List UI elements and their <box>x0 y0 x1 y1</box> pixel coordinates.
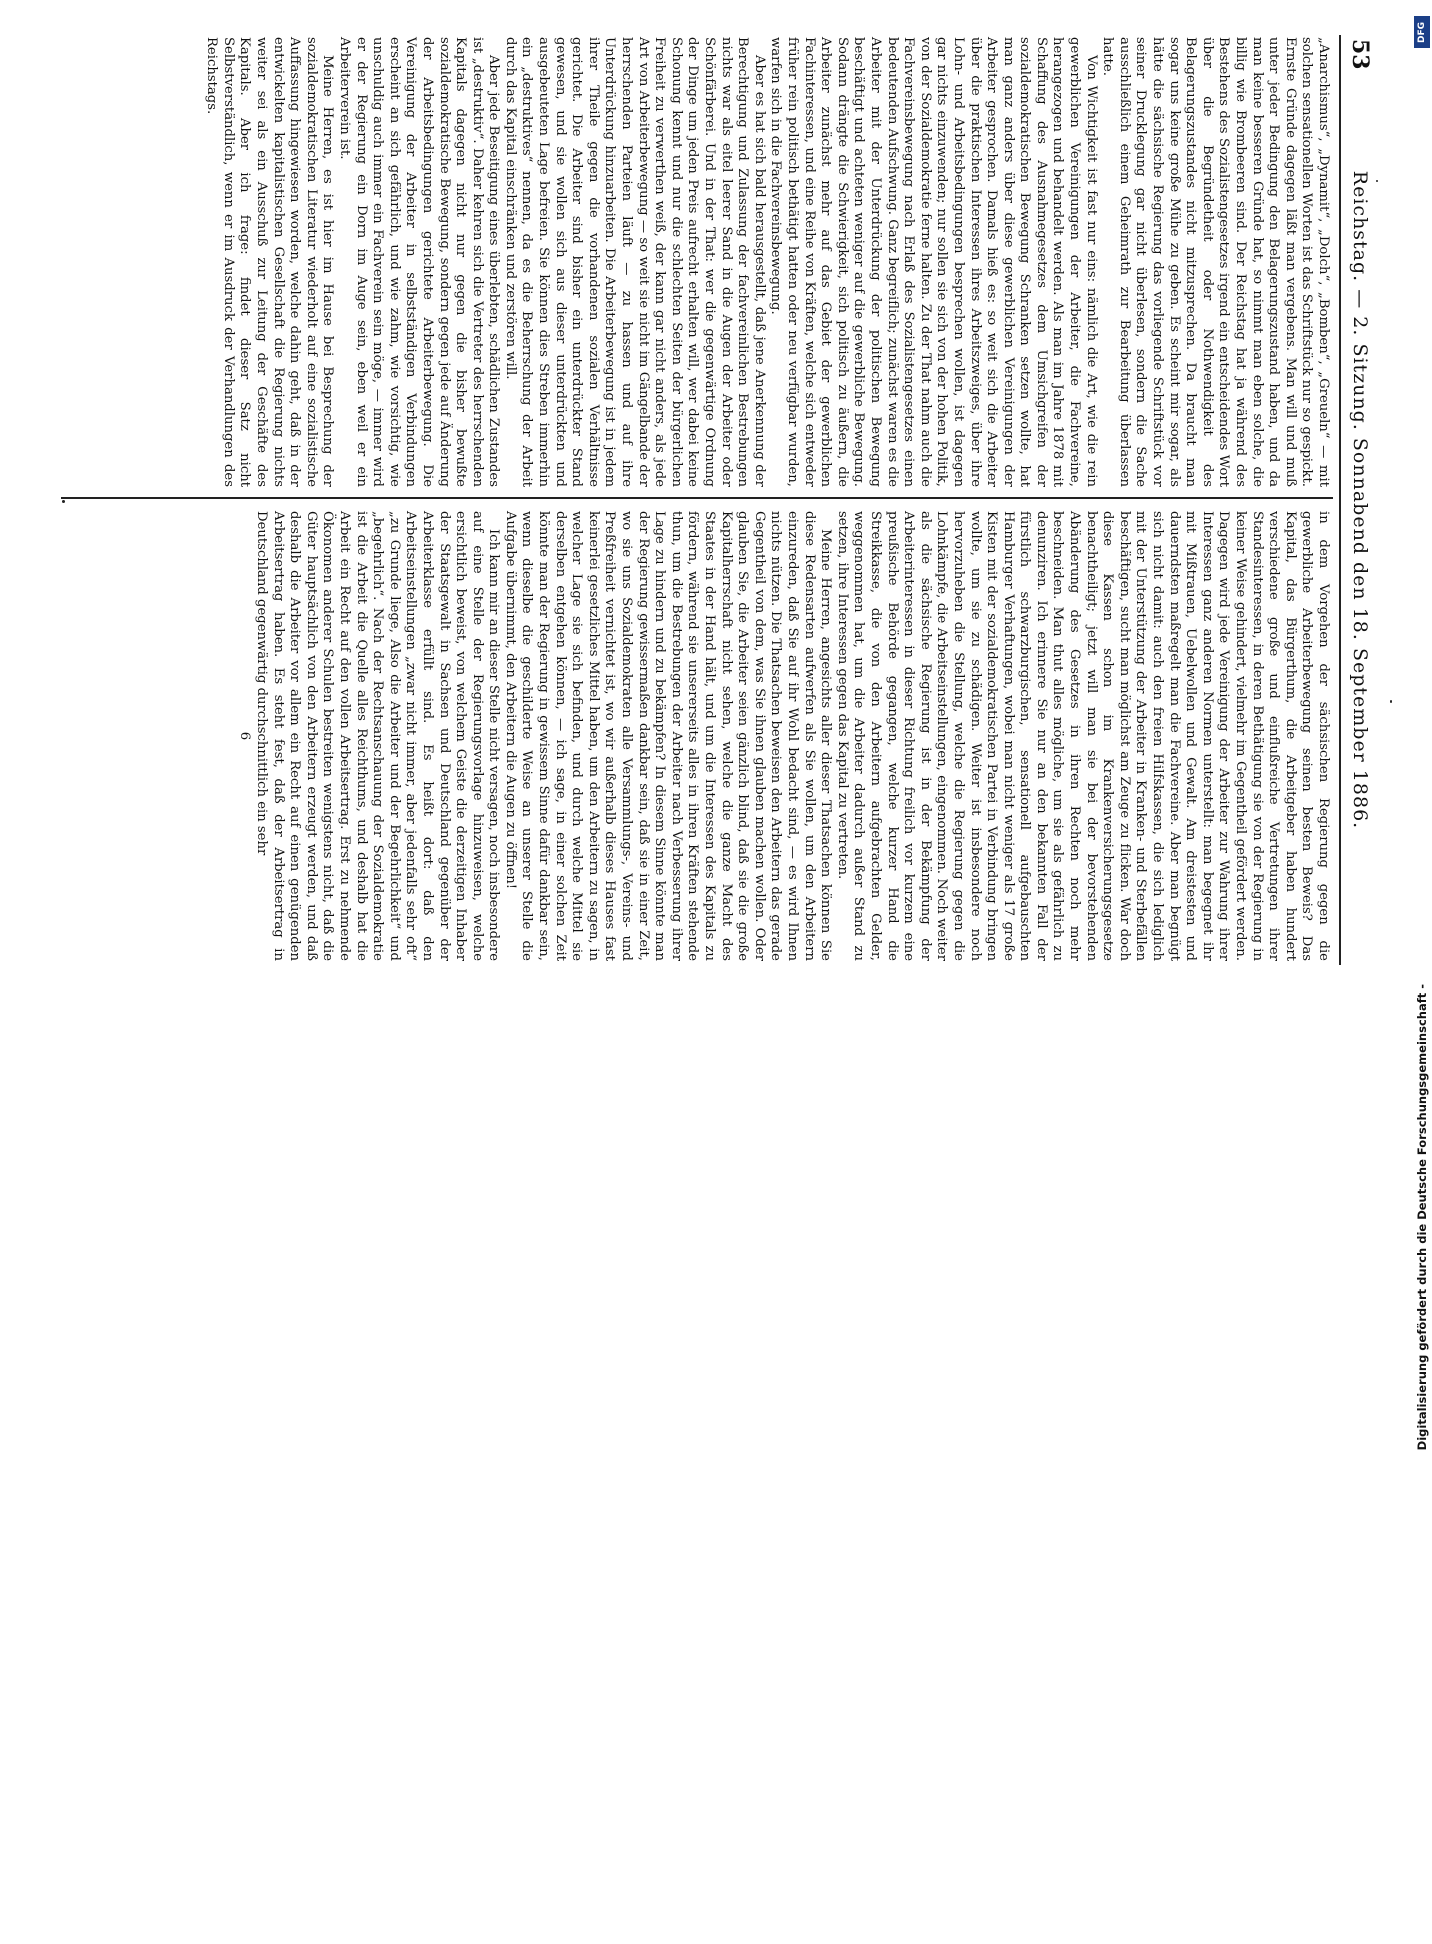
paragraph: Aber es hat sich bald herausgestellt, daß jene Anerkennung der Berechtigung und Zulassung der fachvereinlichen Bestrebungen nichts war als eitel leerer Sand in die Augen der Arbeiter oder Schönfärberei. Und in der That: wer die gegenwärtige Ordnung der Dinge um jeden Preis aufrecht erhalten will, wer dabei keine Schonung kennt und nur die schlechten Seiten der bürgerlichen Freiheit zu verwerthen weiß, der kann gar nicht anders, als jede Art von Arbeiterbewegung — so weit sie nicht im Gängelbande der herrschenden Parteien läuft — zu hassen und auf ihre Unterdrückung hinzuarbeiten. Die Arbeiterbewegung ist in jedem ihrer Theile gegen die vorhandenen sozialen Verhältnisse gerichtet. Die Arbeiter sind bisher ein unterdrückter Stand gewesen, und sie wollen sich aus dieser unterdrückten und ausgebeuteten Lage befreien. Sie können dies Streben immerhin ein „destruktives“ nennen, da es die Beherrschung der Arbeit durch das Kapital einschränken und zerstören will. <box>502 37 767 487</box>
paragraph: Meine Herren, es ist hier im Hause bei Besprechung der sozialdemokratischen Literatur wiederholt auf eine sozialistische Auffassung hingewiesen worden, welche dahin geht, daß in der entwickelten kapitalistischen Gesellschaft die Regierung nichts weiter sei als ein Ausschuß zur Leitung der Geschäfte des Kapitals. Aber ich frage: findet dieser Satz nicht Selbstverständlich, wenn er im Ausdruck der Verhandlungen des Reichstags. <box>204 37 336 487</box>
text-column-left <box>61 37 1331 487</box>
digitization-credit-strip <box>1412 16 1430 1451</box>
text-column-right <box>61 511 1331 961</box>
continuation-mark: 6 <box>237 731 253 741</box>
dfg-logo: DFG <box>1414 16 1430 48</box>
digitization-credit: Digitalisierung gefördert durch die Deutsche Forschungsgemeinschaft - <box>1415 984 1429 1451</box>
scan-speck <box>62 500 65 503</box>
scan-speck <box>1390 700 1392 703</box>
reichstag-protocol-sheet <box>51 35 1381 965</box>
column-divider <box>61 497 1333 499</box>
paragraph: Aber jede Beseitigung eines überlebten, schädlichen Zustandes ist „destruktiv“. Daher kehren sich die Vertreter des herrschenden Kapitals dagegen nicht nur gegen die bisher bewußte sozialdemokratische Bewegung, sondern gegen jede auf Änderung der Arbeitsbedingungen gerichtete Arbeiterbewegung. Die Vereinigung der Arbeiter in selbstständigen Verbindungen erscheint an sich gefährlich, und wie zahm, wie vorsichtig, wie unschuldig auch immer ein Fachverein sein möge, — immer wird er der Regierung ein Dorn im Auge sein, eben weil er ein Arbeiterverein ist. <box>336 37 502 487</box>
paragraph: Meine Herren, angesichts aller dieser Thatsachen können Sie diese Redensarten aufwerfen als Sie wollen, um den Arbeitern einzureden, daß Sie auf ihr Wohl bedacht sind, — es wird Ihnen nichts nützen. Die Thatsachen beweisen den Arbeitern das gerade Gegentheil von dem, was Sie ihnen glauben machen wollen. Oder glauben Sie, die Arbeiter seien gänzlich blind, daß sie die große Kapitalherrschaft nicht sehen, welche die ganze Macht des Staates in der Hand hält, und um die Interessen des Kapitals zu fördern, während sie unsererseits alles in ihren Kräften stehende thun, um die Bestrebungen der Arbeiter nach Verbesserung ihrer Lage zu hindern und zu bekämpfen? In diesem Sinne könnte man der Regierung gewissermaßen dankbar sein, daß sie in einer Zeit, wo sie uns Sozialdemokraten alle Versammlungs-, Vereins- und Preßfreiheit vernichtet ist, wo wir außerhalb dieses Hauses fast keinerlei gesetzliches Mittel haben, um den Arbeitern zu sagen, in welcher Lage sie sich befinden, und durch welche Mittel sie derselben entgehen können, — ich sage, in einer solchen Zeit könnte man der Regierung in gewissem Sinne dafür dankbar sein, wenn dieselbe die geschilderte Weise an unserer Stelle die Aufgabe übernimmt, den Arbeitern die Augen zu öffnen! <box>502 511 834 961</box>
page-header <box>1339 35 1381 965</box>
running-title: Reichstag. — 2. Sitzung. Sonnabend den 18. September 1886. <box>1349 170 1371 830</box>
paragraph: Von Wichtigkeit ist fast nur eins: nämlich die Art, wie die rein gewerblichen Vereinigungen der Arbeiter, die Fachvereine, herangezogen und behandelt werden. Als man im Jahre 1878 mit Schaffung des Ausnahmegesetzes dem Umsichgreifen der sozialdemokratischen Bewegung Schranken setzen wollte, hat man ganz anders über diese gewerblichen Vereinigungen der Arbeiter gesprochen. Damals hieß es: so weit sich die Arbeiter über die praktischen Interessen ihres Arbeitszweiges, über ihre Lohn- und Arbeitsbedingungen besprechen wollen, ist dagegen gar nichts einzuwenden; nur sollen sie sich von der hohen Politik, von der Sozialdemokratie ferne halten. Zu der That nahm auch die Fachvereinsbewegung nach Erlaß des Sozialistengesetzes einen bedeutenden Aufschwung. Ganz begreiflich; zunächst waren es die Arbeiter mit der Unterdrückung der politischen Bewegung beschäftigt und achteten weniger auf die gewerbliche Bewegung. Sodann drängte die Schwierigkeit, sich politisch zu äußern, die Arbeiter zunächst mehr auf das Gebiet der gewerblichen Fachinteressen, und eine Reihe von Kräften, welche sich entweder früher rein politisch bethätigt hatten oder neu verfügbar wurden, warfen sich in die Fachvereinsbewegung. <box>768 37 1099 487</box>
paragraph: „Anarchismus“, „Dynamit“, „Dolch“, „Bomben“, „Greueln“ — mit solchen sensationellen Worten ist das Schriftstück nur so gespickt. Ernste Gründe dagegen läßt man vergebens. Man will und muß unter jeder Bedingung den Belagerungszustand haben, und da man keine besseren Gründe hat, so nimmt man eben solche, die billig wie Brombeeren sind. Der Reichstag hat ja während des Bestehens des Sozialistengesetzes irgend ein entscheidendes Wort über die Begründetheit oder Nothwendigkeit des Belagerungszustandes nicht mitzusprechen. Da braucht man sogar uns keine große Mühe zu geben. Es scheint mir sogar, als hätte die sächsische Regierung das vorliegende Schriftstück vor seiner Drucklegung gar nicht überlesen, sondern die Sache ausschließlich einem Geheimrath zur Bearbeitung überlassen hatte. <box>1100 37 1331 487</box>
paragraph: in dem Vorgehen der sächsischen Regierung gegen die gewerbliche Arbeiterbewegung seinen besten Beweis? Das Kapital, das Bürgerthum, die Arbeitgeber haben hundert verschiedene große und einflußreiche Vertretungen ihrer Standesinteressen, in deren Bethätigung sie von der Regierung in keiner Weise gehindert, vielmehr im Gegentheil gefördert werden. Dagegen wird jede Vereinigung der Arbeiter zur Wahrung ihrer Interessen ganz anderen Normen unterstellt: man begegnet ihr mit Mißtrauen, Uebelwollen und Gewalt. Am dreistesten und dauerndsten maßregelt man die Fachvereine. Aber man begnügt sich nicht damit: auch den freien Hilfskassen, die sich lediglich mit der Unterstützung der Arbeiter in Kranken- und Sterbefällen beschäftigen, sucht man möglichst am Zeuge zu flicken. War doch diese Kassen schon im Krankenversicherungsgesetze benachtheiligt; jetzt will man sie bei der bevorstehenden Abänderung des Gesetzes in ihren Rechten noch mehr beschneiden. Man thut alles mögliche, um sie als gefährlich zu denunziren. Ich erinnere Sie nur an den bekannten Fall der fürstlich schwarzburgischen, sensationell aufgebauschten Hamburger Verhaftungen, wobei man nicht weniger als 17 große Kisten mit der sozialdemokratischen Partei in Verbindung bringen wollte, um sie zu schädigen. Weiter ist insbesondere noch hervorzuheben die Stellung, welche die Regierung gegen die Lohnkämpfe, die Arbeitseinstellungen, eingenommen. Noch weiter als die sächsische Regierung ist in der Bekämpfung der Arbeiterinteressen in dieser Richtung freilich vor kurzem eine preußische Behörde gegangen, welche kurzer Hand die Streikkasse, die von den Arbeitern aufgebrachten Gelder, weggenommen hat, um die Arbeiter dadurch außer Stand zu setzen, ihre Interessen gegen das Kapital zu vertreten. <box>834 511 1331 961</box>
scan-speck <box>1376 180 1378 182</box>
paragraph: Ich kann mir an dieser Stelle nicht versagen, noch insbesondere auf eine Stelle der Regierungsvorlage hinzuweisen, welche ersichtlich beweist, von welchem Geiste die derzeitigen Inhaber der Staatsgewalt in Sachsen und Deutschland gegenüber der Arbeiterklasse erfüllt sind. Es heißt dort: daß den Arbeitseinstellungen „zwar nicht immer, aber jedenfalls sehr oft“ „zu Grunde liege, Also die Arbeiter und der Begehrlichkeit“ und „begehrlich“. Nach der Rechtsanschauung der Sozialdemokratie ist die Arbeit die Quelle alles Reichthums, und deshalb hat die Arbeit ein Recht auf den vollen Arbeitsertrag. Erst zu nehmende Ökonomen anderer Schulen bestreiten wenigstens nicht, daß die Güter hauptsächlich von den Arbeitern erzeugt werden, und daß deshalb die Arbeiter vor allem ein Recht auf einen genügenden Arbeitsertrag haben. Es steht fest, daß der Arbeitsertrag in Deutschland gegenwärtig durchschnittlich ein sehr <box>254 511 502 961</box>
page-number: 53 <box>1347 39 1373 70</box>
